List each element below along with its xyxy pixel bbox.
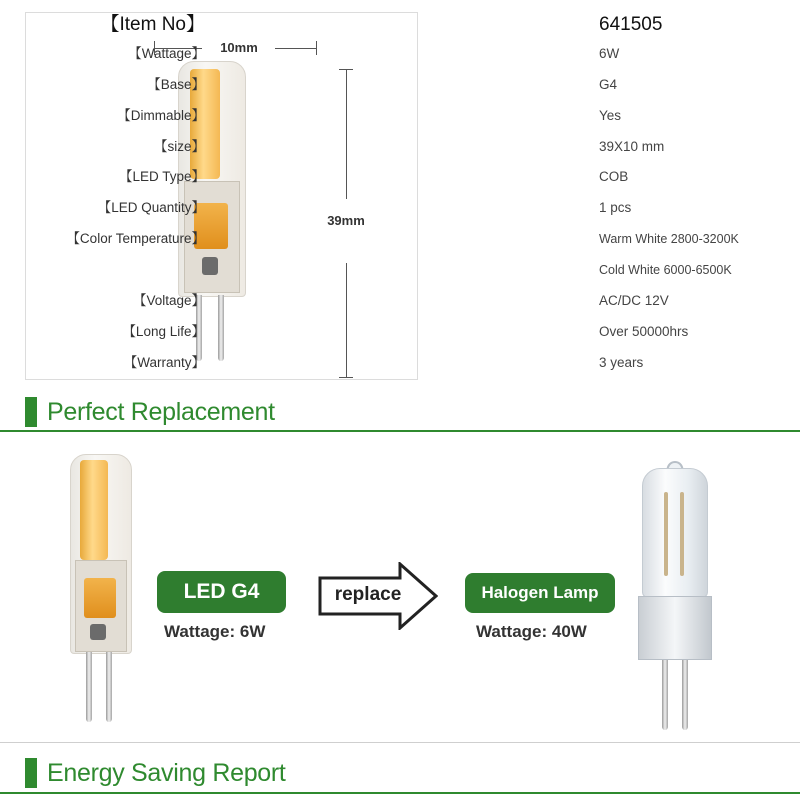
halogen-lamp-label: Halogen Lamp — [481, 583, 599, 602]
led-g4-bulb-image — [70, 454, 132, 730]
spec-key: 【Wattage】 — [128, 46, 205, 61]
led-wattage: Wattage: 6W — [164, 622, 266, 641]
led-g4-badge — [157, 571, 286, 613]
spec-key: 【Long Life】 — [122, 324, 205, 339]
spec-key: 【Color Temperature】 — [66, 231, 205, 246]
section-marker — [25, 758, 37, 788]
spec-value: COB — [599, 169, 629, 184]
spec-key: 【Dimmable】 — [117, 108, 205, 123]
halogen-lamp-badge — [465, 573, 615, 613]
spec-value: 1 pcs — [599, 200, 632, 215]
spec-value: AC/DC 12V — [599, 293, 669, 308]
spec-key: 【LED Type】 — [118, 169, 205, 184]
spec-key: 【Base】 — [147, 77, 205, 92]
halogen-bulb-image — [636, 448, 714, 738]
halogen-wattage: Wattage: 40W — [476, 622, 587, 641]
spec-value: Yes — [599, 108, 622, 123]
spec-key: 【Voltage】 — [132, 293, 205, 308]
spec-value: 39X10 mm — [599, 139, 665, 154]
spec-value: 3 years — [599, 355, 644, 370]
section-title: Energy Saving Report — [47, 758, 286, 787]
spec-key: 【LED Quantity】 — [97, 200, 205, 215]
spec-value: Warm White 2800-3200K — [599, 232, 739, 246]
replace-label: replace — [334, 584, 402, 605]
section-divider — [0, 792, 800, 794]
perfect-replacement-header — [25, 394, 275, 430]
spec-value: 641505 — [599, 14, 663, 35]
replace-arrow — [318, 562, 438, 630]
spec-value: Over 50000hrs — [599, 324, 689, 339]
energy-saving-header — [25, 755, 286, 791]
led-g4-label: LED G4 — [183, 580, 260, 603]
section-marker — [25, 397, 37, 427]
height-dimension — [326, 69, 366, 381]
section-divider — [0, 742, 800, 743]
height-label: 39mm — [327, 213, 365, 228]
section-divider — [0, 430, 800, 432]
spec-key: 【size】 — [153, 139, 205, 154]
width-label: 10mm — [220, 40, 258, 55]
spec-key: 【Warranty】 — [123, 355, 205, 370]
spec-value: Cold White 6000-6500K — [599, 263, 732, 277]
spec-value: 6W — [599, 46, 620, 61]
spec-value: G4 — [599, 77, 618, 92]
spec-key: 【Item No】 — [100, 14, 205, 35]
section-title: Perfect Replacement — [47, 397, 275, 426]
